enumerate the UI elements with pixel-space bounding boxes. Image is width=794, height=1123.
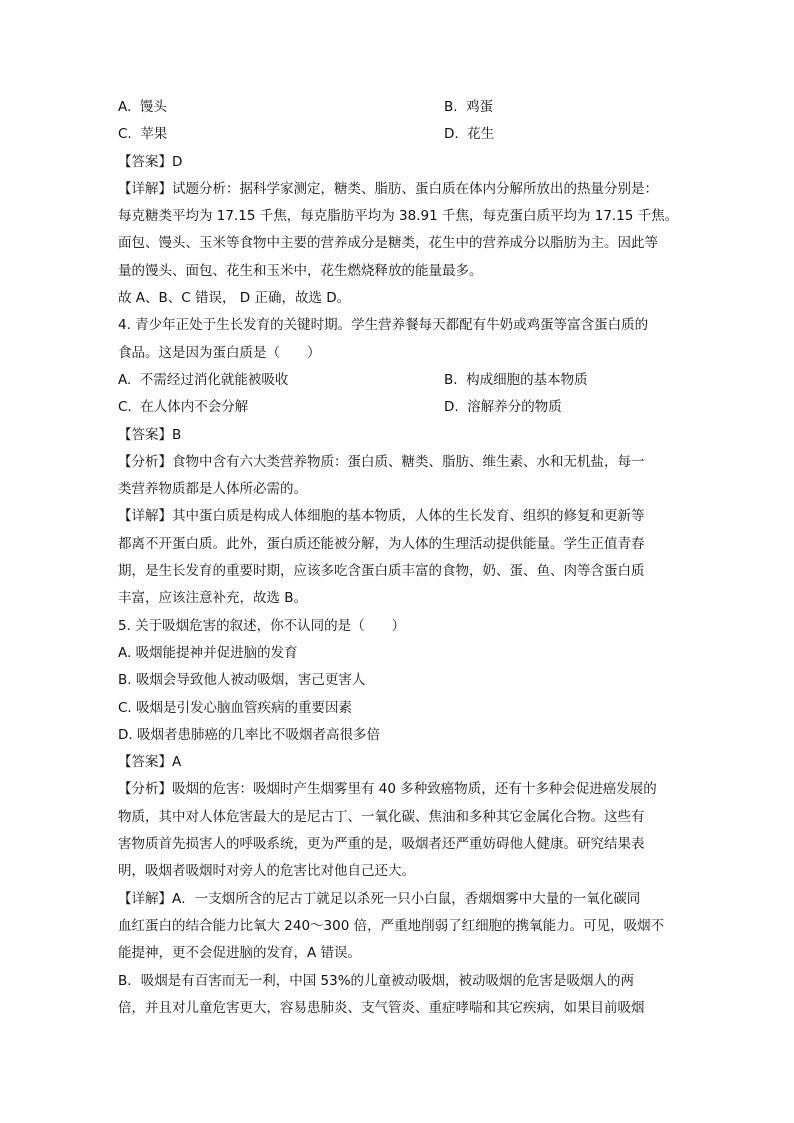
q5-analysis-line: 物质，其中对人体危害最大的是尼古丁、一氧化碳、焦油和多种其它金属化合物。这些有 [118,808,645,825]
q4-stem-line: 食品。这是因为蛋白质是（ ） [118,344,321,361]
q4-detail-line: 都离不开蛋白质。此外，蛋白质还能被分解，为人体的生理活动提供能量。学生正值青春 [118,535,645,552]
q4-option-b: B. 构成细胞的基本物质 [444,371,588,388]
q5-detail-line: 血红蛋白的结合能力比氧大 240～300 倍，严重地削弱了红细胞的携氧能力。可见，吸烟不 [118,917,665,934]
q5-answer: 【答案】A [118,754,182,771]
q3-options-row-2 [118,121,678,148]
q5-detail-line: B．吸烟是有百害而无一利，中国 53%的儿童被动吸烟，被动吸烟的危害是吸烟人的两 [118,972,635,989]
q5-detail-line: 倍，并且对儿童危害更大，容易患肺炎、支气管炎、重症哮喘和其它疾病，如果目前吸烟 [118,999,645,1016]
q3-detail-line: 故 A、B、C 错误， D 正确，故选 D。 [118,290,351,307]
q3-detail-line: 量的馒头、面包、花生和玉米中，花生燃烧释放的能量最多。 [118,262,483,279]
q3-option-c: C. 苹果 [118,126,168,143]
q3-option-a: A. 馒头 [118,99,167,115]
q5-analysis-line: 【分析】吸烟的危害：吸烟时产生烟雾里有 40 多种致癌物质，还有十多种会促进癌发展的 [118,781,657,798]
q4-detail-line: 【详解】其中蛋白质是构成人体细胞的基本物质，人体的生长发育、组织的修复和更新等 [118,508,645,525]
q3-option-b: B. 鸡蛋 [444,99,494,115]
q5-analysis-line: 害物质首先损害人的呼吸系统，更为严重的是，吸烟者还严重妨碍他人健康。研究结果表 [118,836,645,853]
q3-detail-line: 【详解】试题分析：据科学家测定，糖类、脂肪、蛋白质在体内分解所放出的热量分别是： [118,180,658,197]
q5-detail-line: 能提神，更不会促进脑的发育，A 错误。 [118,945,362,962]
q3-answer: 【答案】D [118,153,183,170]
q5-analysis-line: 明，吸烟者吸烟时对旁人的危害比对他自己还大。 [118,863,415,880]
q5-detail-line: 【详解】A．一支烟所含的尼古丁就足以杀死一只小白鼠，香烟烟雾中大量的一氧化碳同 [118,890,641,907]
q3-detail-line: 面包、馒头、玉米等食物中主要的营养成分是糖类，花生中的营养成分以脂肪为主。因此等 [118,235,658,252]
q4-analysis-line: 类营养物质都是人体所必需的。 [118,481,307,498]
q4-options-row-1 [118,367,678,394]
q5-option-a: A. 吸烟能提神并促进脑的发育 [118,644,298,661]
q4-answer: 【答案】B [118,426,182,443]
q4-options-row-2 [118,394,678,421]
q4-option-c: C. 在人体内不会分解 [118,399,249,416]
q5-stem-line: 5. 关于吸烟危害的叙述，你不认同的是（ ） [118,617,406,634]
q4-detail-line: 丰富，应该注意补充，故选 B。 [118,590,308,607]
q3-options-row-1 [118,94,678,121]
q5-option-b: B. 吸烟会导致他人被动吸烟，害己更害人 [118,672,366,689]
document-page [118,94,678,1022]
q3-option-d: D. 花生 [444,126,495,143]
q3-detail-line: 每克糖类平均为 17.15 千焦，每克脂肪平均为 38.91 千焦，每克蛋白质平均为 17.15 千焦。 [118,208,679,225]
q4-detail-line: 期，是生长发育的重要时期，应该多吃含蛋白质丰富的食物，奶、蛋、鱼、肉等含蛋白质 [118,563,645,580]
q4-analysis-line: 【分析】食物中含有六大类营养物质：蛋白质、糖类、脂肪、维生素、水和无机盐，每一 [118,453,645,470]
q4-option-a: A. 不需经过消化就能被吸收 [118,371,289,388]
q5-option-d: D. 吸烟者患肺癌的几率比不吸烟者高很多倍 [118,726,380,743]
q4-stem-line: 4. 青少年正处于生长发育的关键时期。学生营养餐每天都配有牛奶或鸡蛋等富含蛋白质的 [118,317,649,334]
q4-option-d: D. 溶解养分的物质 [444,399,562,416]
q5-option-c: C. 吸烟是引发心脑血管疾病的重要因素 [118,699,353,716]
